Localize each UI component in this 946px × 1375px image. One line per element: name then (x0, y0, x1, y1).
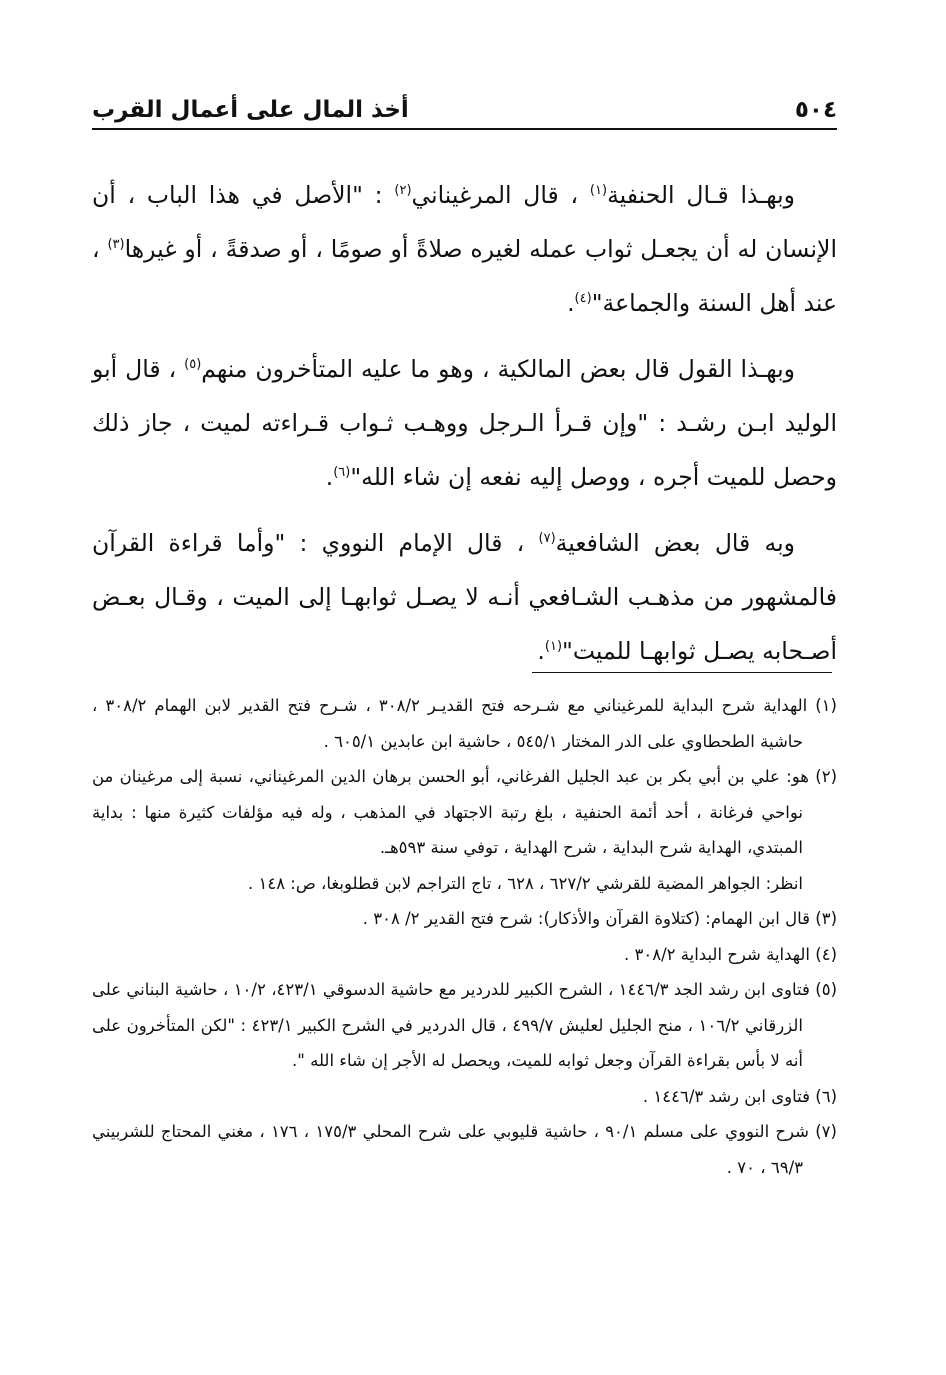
paragraph-hanafi (92, 168, 837, 330)
footnote-3: (٣) قال ابن الهمام: (كتلاوة القرآن والأذكار): شرح فتح القدير ٢/ ٣٠٨ . (362, 909, 837, 928)
paragraph-text: . (537, 637, 545, 665)
paragraph-text: ، قال أبو الوليد ابـن رشـد : "وإن قـرأ الـرجل ووهـب ثـواب قـراءته لميت ، جاز ذلك وحصل للميت أجره ، ووصل إليه نفعه إن شاء الله" (92, 355, 837, 491)
footnote-divider (532, 672, 832, 673)
paragraph-maliki (92, 342, 837, 504)
footnote-4: (٤) الهداية شرح البداية ٣٠٨/٢ . (624, 944, 837, 964)
paragraph-shafii (92, 516, 837, 678)
paragraph-text: وبهـذا القول قال بعض المالكية ، وهو ما عليه المتأخرون منهم (201, 355, 796, 383)
footnote-ref: (١) (589, 183, 608, 199)
footnote-7: (٧) شرح النووي على مسلم ٩٠/١ ، حاشية قليوبي على شرح المحلي ١٧٥/٣ ، ١٧٦ ، مغني المحتاج للشربيني ٦٩/٣ ، ٧٠ . (92, 1122, 837, 1177)
footnote-ref: (٧) (538, 531, 556, 547)
paragraph-text: ، قال المرغيناني (411, 181, 579, 209)
paragraph-text: وبهـذا قـال الحنفية (607, 181, 795, 209)
paragraph-text: . (325, 463, 334, 491)
footnotes (92, 688, 837, 1185)
footnote-2-continued: انظر: الجواهر المضية للقرشي ٦٢٧/٢ ، ٦٢٨ ، تاج التراجم لابن قطلوبغا، ص: ١٤٨ . (247, 873, 803, 893)
page-number: ٥٠٤ (794, 97, 837, 123)
footnote-ref: (٥) (184, 357, 202, 373)
paragraph-text: : "الأصل في هذا الباب ، أن الإنسان له أن يجعـل ثواب عمله لغيره صلاةً أو صومًا ، أو صدقةً ، أو غيرها (92, 181, 837, 263)
paragraph-text: ، عند أهل السنة والجماعة" (92, 235, 837, 317)
paragraph-text: ، قال الإمام النووي : "وأما قراءة القرآن فالمشهور من مذهـب الشـافعي أنـه لا يصـل ثوابهـا إلى الميت ، وقـال بعـض أصـحابه يصـل ثوابهـا للميت" (92, 529, 837, 665)
footnote-1: (١) الهداية شرح البداية للمرغيناني مع شـرحه فتح القديـر ٣٠٨/٢ ، شـرح فتح القدير لابن الهمام ٣٠٨/٢ ، حاشية الطحطاوي على الدر المختار ٥٤٥/١ ، حاشية ابن عابدين ٦٠٥/١ . (92, 696, 837, 751)
footnote-ref: (٢) (394, 183, 412, 199)
footnote-ref: (٤) (574, 291, 592, 307)
paragraph-text: وبه قال بعض الشافعية (555, 529, 795, 557)
footnote-5: (٥) فتاوى ابن رشد الجد ١٤٤٦/٣ ، الشرح الكبير للدردير مع حاشية الدسوقي ٤٢٣/١، ١٠/٢ ، حاشية البناني على الزرقاني ١٠٦/٢ ، منح الجليل لعليش ٤٩٩/٧ ، قال الدردير في الشرح الكبير ٤٢٣/١ : "لكن المتأخرون على أنه لا بأس بقراءة القرآن وجعل ثوابه للميت، ويحصل له الأجر إن شاء الله ". (92, 980, 838, 1070)
footnote-ref: (٣) (107, 237, 125, 253)
footnote-ref: (١) (544, 639, 563, 655)
running-title: أخذ المال على أعمال القرب (92, 97, 409, 123)
paragraph-text: . (567, 289, 575, 317)
footnote-6: (٦) فتاوى ابن رشد ١٤٤٦/٣ . (642, 1086, 837, 1106)
header-divider (92, 128, 837, 130)
footnote-ref: (٦) (333, 465, 351, 481)
main-text (92, 168, 837, 690)
footnote-2: (٢) هو: علي بن أبي بكر بن عبد الجليل الفرغاني، أبو الحسن برهان الدين المرغيناني، نسبة إلى مرغينان من نواحي فرغانة ، أحد أئمة الحنفية ، بلغ رتبة الاجتهاد في المذهب ، وله فيه مؤلفات كثيرة منها : بداية المبتدي، الهداية شرح البداية ، شرح الهداية ، توفي سنة ٥٩٣هـ. (92, 767, 837, 857)
